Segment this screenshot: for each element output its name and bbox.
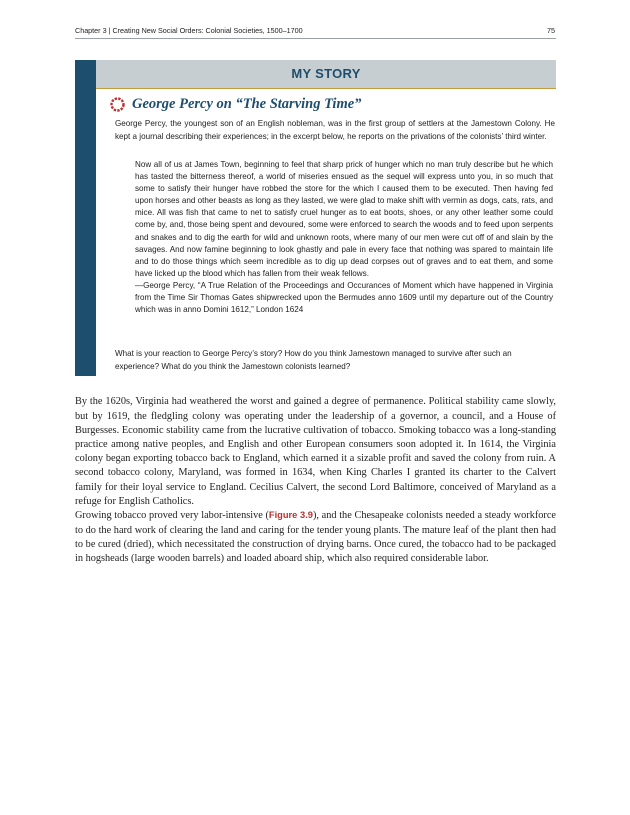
running-head-separator: | xyxy=(106,26,113,35)
feature-title xyxy=(110,93,550,115)
chapter-title: Creating New Social Orders: Colonial Societies, 1500–1700 xyxy=(112,26,303,35)
feature-title-text: George Percy on “The Starving Time” xyxy=(132,95,362,112)
feature-question: What is your reaction to George Percy’s story? How do you think Jamestown managed to survive after such an experience? What do you think the Jamestown colonists learned? xyxy=(115,349,512,371)
feature-label: MY STORY xyxy=(291,66,361,81)
feature-intro: George Percy, the youngest son of an English nobleman, was in the first group of settlers at the Jamestown Colony. He kept a journal describing their experiences; in the excerpt below, he reports on the privations of the colonists’ third winter. xyxy=(115,119,555,141)
header-rule xyxy=(75,38,556,39)
block-quote xyxy=(135,159,553,316)
life-ring-icon xyxy=(110,97,125,112)
body-paragraph-2 xyxy=(75,508,556,566)
quote-source: —George Percy, “A True Relation of the Proceedings and Occurances of Moment which have happened in Virginia from the Time Sir Thomas Gates shipwrecked upon the Bermudes anno 1609 until my departure out of the Country which was in anno Domini 1612,” London 1624 xyxy=(135,280,553,315)
my-story-feature xyxy=(75,60,556,376)
paragraph-2-end: ), and the Chesapeake colonists needed a steady workforce to do the hard work of clearing the land and caring for the tender young plants. The mature leaf of the plant then had to be cured (dried), which necessitated the construction of drying barns. Once cured, the tobacco had to be packaged in hogsheads (large wooden barrels) and loaded aboard ship, which also required considerable labor. xyxy=(75,510,556,564)
quote-text: Now all of us at James Town, beginning to feel that sharp prick of hunger which no man truly describe but he which has tasted the bitterness thereof, a world of miseries ensued as the sequel will express unto you, in so much that some to satisfy their hunger have robbed the store for the which I caused them to be executed. Then having fed upon horses and other beasts as long as they lasted, we were glad to make shift with vermin as dogs, cats, rats, and mice. All was fish that came to net to satisfy cruel hunger as to eat boots, shoes, or any other leather some could come by, and, those being spent and devoured, some were enforced to search the woods and to feed upon serpents and snakes and to dig the earth for wild and unknown roots, where many of our men were cut off of and slain by the savages. And now famine beginning to look ghastly and pale in every face that nothing was spared to maintain life and to do those things which seem incredible as to dig up dead corpses out of graves and to eat them, and some have licked up the blood which has fallen from their weak fellows. xyxy=(135,160,553,278)
chapter-label: Chapter 3 xyxy=(75,26,107,35)
figure-3-9-link[interactable]: Figure 3.9 xyxy=(268,510,313,521)
feature-side-bar xyxy=(75,60,96,376)
body-paragraph-1: By the 1620s, Virginia had weathered the worst and gained a degree of permanence. Political stability came slowly, but by 1619, the fledgling colony was operating under the leadership of a governor, a council, and a House of Burgesses. Economic stability came from the lucrative cultivation of tobacco. Smoking tobacco was a long-standing practice among native peoples, and English and other European consumers soon adopted it. In 1614, the Virginia colony began exporting tobacco back to England, which earned it a sizable profit and saved the colony from ruin. A second tobacco colony, Maryland, was formed in 1634, when King Charles I granted its charter to the Calvert family for their loyal service to England. Cecilius Calvert, the second Lord Baltimore, conceived of Maryland as a refuge for English Catholics. xyxy=(75,396,556,507)
running-head xyxy=(75,26,555,35)
feature-header xyxy=(96,60,556,89)
page-number: 75 xyxy=(547,26,555,35)
paragraph-2-start: Growing tobacco proved very labor-intensive ( xyxy=(75,510,269,522)
